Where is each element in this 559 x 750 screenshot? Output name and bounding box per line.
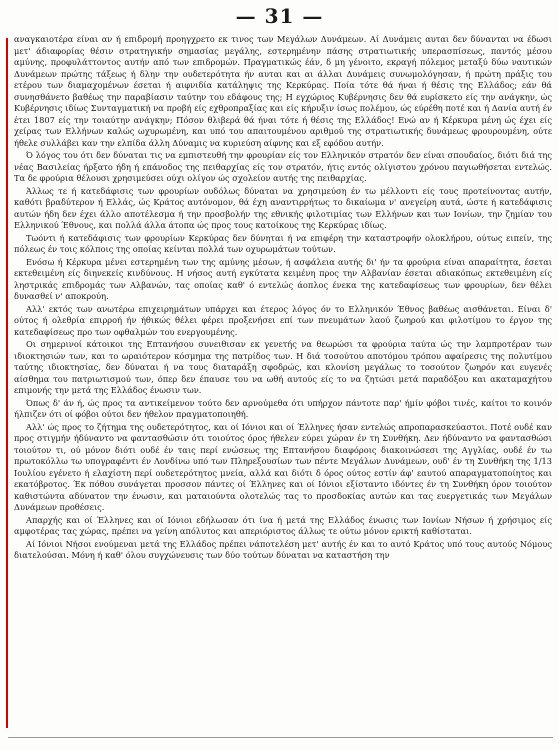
bottom-rule	[8, 737, 553, 738]
page-header	[0, 4, 559, 28]
page-number: — 31 —	[235, 4, 324, 28]
margin-rule	[6, 38, 8, 728]
paragraph: Αλλ' εκτός των ανωτέρω επιχειρημάτων υπάρχει και έτερος λόγος όν το Ελληνικόν Έθνος βαθέως αισθάνεται. Είναι δ' ούτος ή ολεθρία επιρροή ήν ήθικώς θέλει φέρει προξενήσει επί των πνευμάτων λαού ζωηρού και φιλοτίμου το έργον της κατεδαφίσεως προ των οφθαλμών του ενεργουμένης.	[14, 303, 552, 337]
paragraph: Ό λόγος του ότι δεν δύναται τις να εμπιστευθή την φρουρίαν είς τον Ελληνικόν στρατόν δεν είναι σπουδαίος, διότι διά της νέας Βασιλείας ήρξατο ήδη ή επάνοδος της πειθαρχίας είς τον στρατόν, ήτις εντός ολίγιστου χρόνου παγιωθήσεται εντελώς. Τα δε φρούρια θέλουσι χρησιμεύσει ούχι ολίγον ώς σχολείον αυτής της πειθαρχίας.	[14, 150, 552, 183]
paragraph: Αί Ιόνιοι Νήσοι ενούμεναι μετά της Ελλάδος πρέπει νάποτελέση μετ' αυτής έν και το αυτό Κράτος υπό τους αυτούς Νόμους διατελούσαι. Μόνη ή καθ' όλου συγχώνευσις των δύο τούτων δύναται να καταστήση την	[14, 538, 552, 560]
paragraph: Όπως δ' άν ή, ώς προς τα αντικείμενον τούτο δεν αρνούμεθα ότι υπήρχον πάντοτε παρ' ήμίν φόβοι τινές, καίτοι το κοινόν ήλπιζεν ότι οί φόβοι ούτοι δεν ήθελον πραγματοποιηθή.	[14, 397, 552, 419]
paragraph: Τωόντι ή κατεδάφισις των φρουρίων Κερκύρας δεν δύνηται ή να επιφέρη την καταστροφήν ολοκλήρου, ούτως ειπείν, της πόλεως έν τοις κόλποις της οποίας κείνται πολλά των οχυρωμάτων τούτων.	[14, 232, 552, 254]
body-text	[14, 34, 552, 746]
paragraph: Οι σημερινοί κάτοικοι της Επτανήσου συνειθισαν εκ γενετής να θεωρώσι τα φρούρια ταύτα ώς την λαμπροτέραν των ιδιοκτησιών των, και το ωραιότερον κόσμημα της πατρίδος των. Η διά τοσούτου αποτόμου τρόπου αφαίρεσις της πολυτίμου ταύτης ιδιοκτησίας, δεν δύναται ή να τους διαταράξη σφοδρώς, και κλονίση μεγάλως το τοσούτον ζωηρόν και ευγενές αίσθημα του πατριωτισμού των, όπερ δεν έπαυσε του να ωθή αυτούς είς το να ζητώσι μετά παραδόξου και ακαταμαχήτου επιμονής την μετά της Ελλάδος ένωσιν των.	[14, 339, 552, 395]
paragraph: Ενόσω ή Κέρκυρα μένει εστερημένη των της αμύνης μέσων, ή ασφάλεια αυτής δι' ήν τα φρούρια είναι απαραίτητα, έσεται εκτεθειμένη είς διηνεκείς κινδύνους. Η νήσος αυτή εγκύτατα κειμένη προς την Αλβανίαν έσεται αδιακόπως εκτεθειμένη είς ληστρικάς επιδρομάς των Αλβανών, τας οποίας καθ' ό εντελώς άοπλος ένεκα της κατεδαφίσεως των φρουρίων, δεν θέλει δυνασθεί ν' αποκρούη.	[14, 256, 552, 301]
paragraph: αναγκαιοτέρα είναι αν ή επιδρομή προηγχρετο εκ τινος των Μεγάλων Δυνάμεων. Αί Δυνάμεις αυται δεν δύνανται να έδωσι μετ' άδιαφορίας θέσιν στρατηγικήν σημασίας μεγάλης, εστερημένην πάσης στρατιωτικής υπερασπίσεως, παντός μέσου αμύνης, προφυλάττοντος αυτήν από των επιδρομών. Πραγματικώς έάν, δ μη γένοιτο, εκραγή πόλεμος μεταξύ δύω ναυτικών Δυνάμεων πρώτης τάξεως ή δλην την ουδετερότητα ήν αυται και αι άλλαι Δυνάμεις συνωμολόγησαν, ή πρώτη πράξις του ετέρου των διαμαχομένων έσεται ή αιφνιδία κατάληψις της Κερκύρας. Ποία τότε θά ήναι ή θέσις της Ελλάδος; εάν θά συνησθάνετο βαθέως την παραβίασιν ταύτην του εδάφους της; Η εγχώριος Κυβέρνησις δεν θά ευρίσκετο είς την ανάγκην, ώς Κυβέρνησις ιδίως Συνταγματική να προβή είς εχθροπραξίας και είς κήρυξιν ίσως πολέμου, ώς εύρέθη ποτέ και ή Δανία αυτή έν έτει 1807 είς την τοιαύτην ανάγκην; Πόσον θλιβερά θά ήναι τότε ή θέσις της Ελλάδος! Ενώ αν ή Κέρκυρα μένη ώς έχει είς χείρας των Ελλήνων καλώς ωχυρωμένη, και υπό του απαιτουμένου αριθμού της στρατιωτικής δυνάμεως φρουρουμένη, ούτε ήθελε συλλάβει καν την ελπίδα άλλη Δύναμις να κυριεύση αίφνης και εξ εφόδου αυτήν.	[14, 34, 552, 148]
paragraph: Απαρχής και οί Έλληνες και οί Ιόνιοι εδήλωσαν ότι ίνα ή μετά της Ελλάδος ένωσις των Ιονίων Νήσων ή χρήσιμος είς αμφοτέρας τας χώρας, πρέπει να γείνη απόλυτος και απεριόριστος άλλως τε ούτω μόνον ερικτή καθίσταται.	[14, 514, 552, 536]
paragraph: Αλλ' ώς προς το ζήτημα της ουδετερότητος, και οί Ιόνιοι και οί Έλληνες ήσαν εντελώς απροπαρασκεύαστοι. Ποτέ ουδέ καν προς στιγμήν ήδύναντο να φαντασθώσιν ότι τοιούτος όρος ήθελεν εύρει χώραν έν τη Συνθήκη. Δεν ήδύναντο να φαντασθώσι τοιούτον τι, ού μόνον διότι ουδέ έν ταις περί ενώσεως της Επτανήσου διαφόροις διακοινώσεσι της Αγγλίας, ουδέ έν τω πρωτοκόλλω τω υπογραφέντι έν Λονδίνω υπό των Πληρεξουσίων των πέντε Μεγάλων Δυνάμεων, ουδ' έν τη Συνθήκη της 1/13 Ιουλίου εγένετο ή ελαχίστη περί ουδετερότητος μνεία, αλλά και διότι δ όρος ούτος εστίν άφ' εαυτού απαραγματοποίητος και εκατόβροτος. Έκ πόθου συνάγεται προσσον πάντες οί Έλληνες και οί Ιόνιοι εξίσταντο ιδόντες έν τη Συνθήκη όρον τοιούτον καθιστώντα αδύνατον την ένωσιν, και ματαιούντα ολοτελώς τας το προσδοκίας αυτών και τας ευεργετικάς των Μεγάλων Δυνάμεων προθέσεις.	[14, 421, 552, 512]
paragraph: Άλλως τε ή κατεδάφισις των φρουρίων ουδόλως δύναται να χρησιμεύση έν τω μέλλοντι είς τους προτείνοντας αυτήν, καθότι βραδύτερον ή Ελλάς, ώς Κράτος αυτόνομον, θά έχη αναντιρρήτως το δικαίωμα ν' ανεγείρη αυτά, ώστε ή κατεδάφισις αυτών ήδη δεν έχει άλλο αποτέλεσμα ή την προσβολήν της εθνικής φιλοτιμίας των Ελλήνων και των Ιονίων, την ζημίαν του Ελληνικού Έθνους, και πολλά άλλα άτοπα ώς προς τους κατοίκους της Κερκύρας ιδίως.	[14, 185, 552, 230]
